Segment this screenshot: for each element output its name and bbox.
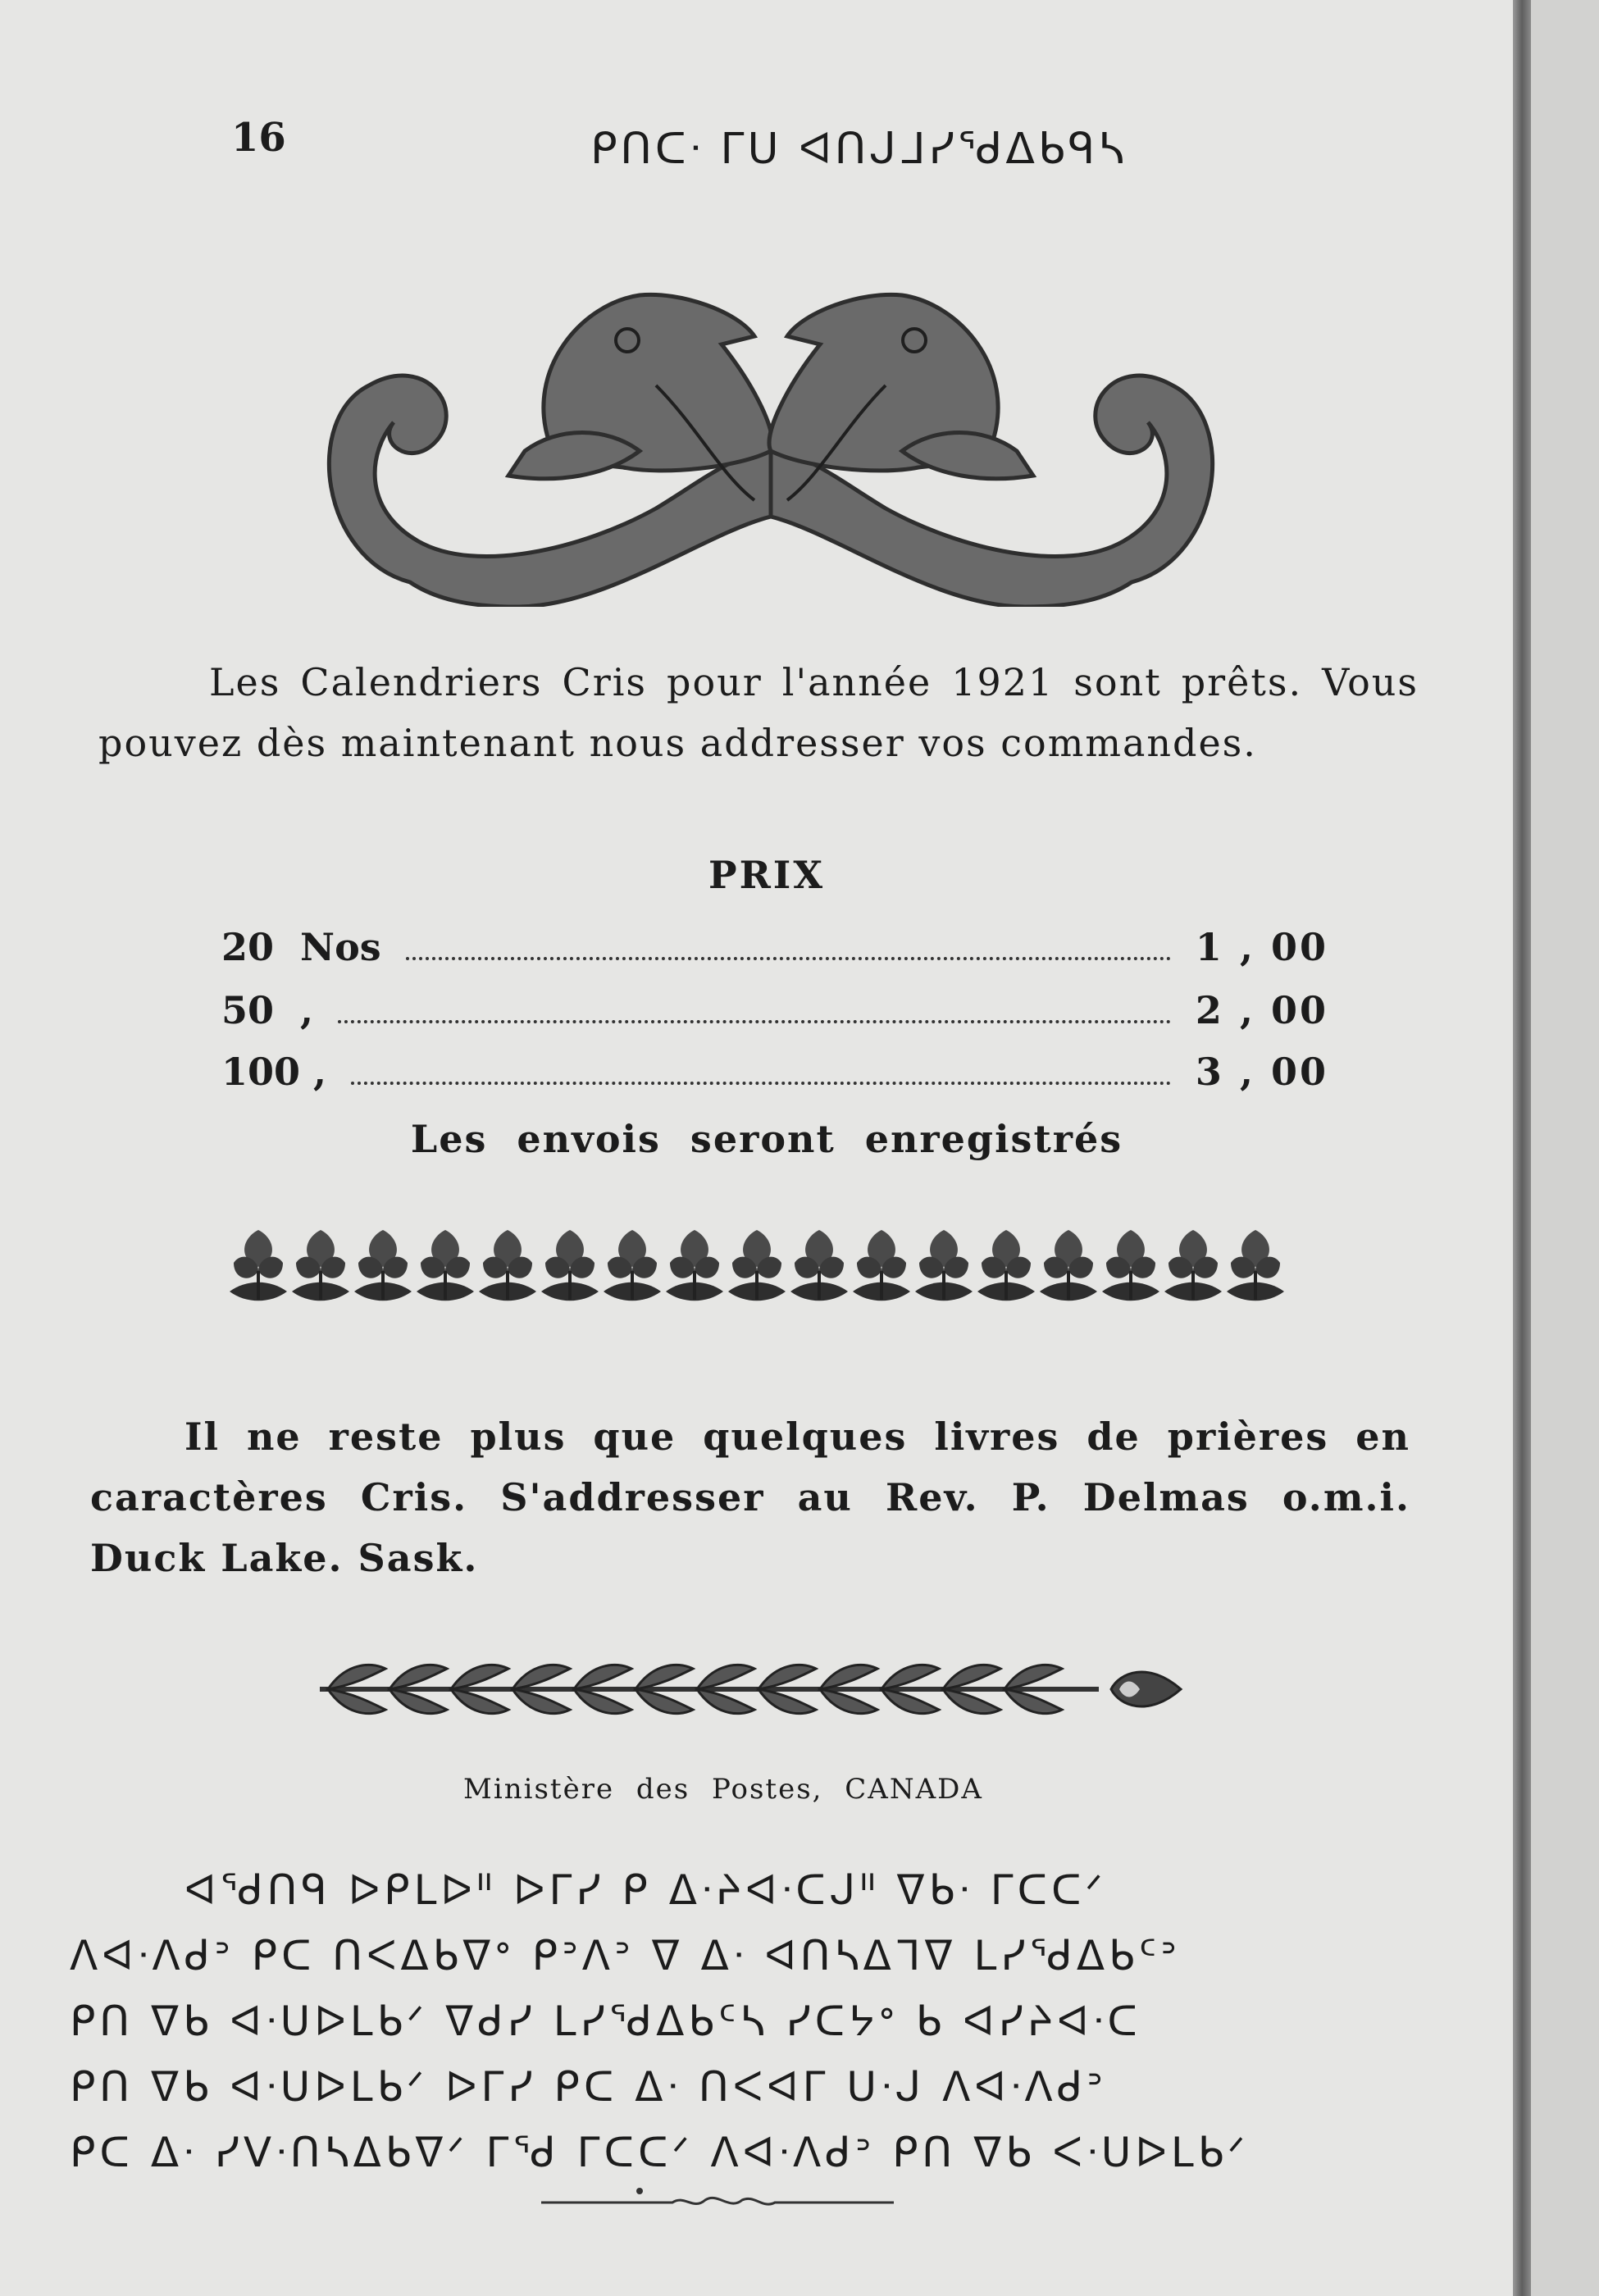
price-title: PRIX: [708, 853, 826, 897]
syllabics-line: ᑭᑎ ᐁᑲ ᐊᐧᑌᐅᒪᑲᐟ ᐅᒥᓯ ᑭᑕ ᐃᐧ ᑎᐸᐊᒥ ᑌᐧᒍ ᐱᐊᐧᐱᑯᐣ: [70, 2063, 1107, 2111]
page-number: 16: [231, 115, 286, 161]
price-amount: 1 , 00: [1195, 925, 1328, 969]
price-quantity: 20 Nos: [221, 925, 381, 969]
ministere-line: Ministère des Postes, CANADA: [463, 1773, 983, 1806]
price-amount: 3 , 00: [1195, 1050, 1328, 1094]
adjacent-page-margin: [1531, 0, 1599, 2296]
leader-dots: [351, 1054, 1171, 1085]
price-row: [221, 988, 1328, 1046]
price-row: [221, 925, 1328, 982]
syllabics-line: ᑭᑕ ᐃᐧ ᓯᐯᐧᑎᓴᐃᑲᐁᐟ ᒥᖁ ᒥᑕᑕᐟ ᐱᐊᐧᐱᑯᐣ ᑭᑎ ᐁᑲ ᐸᐧᑌᐅᒪᑲᐟ: [70, 2129, 1250, 2176]
leader-dots: [338, 992, 1171, 1023]
shipping-note: Les envois seront enregistrés: [410, 1117, 1123, 1161]
running-title: ᑭᑎᑕᐧ ᒥᑌ ᐊᑎᒍᒧᓯᖁᐃᑲᑫᓴ: [590, 125, 1128, 174]
vine-ornament-icon: [312, 1648, 1189, 1730]
price-quantity: 100 ,: [221, 1050, 327, 1094]
price-amount: 2 , 00: [1195, 988, 1328, 1032]
syllabics-line: ᑭᑎ ᐁᑲ ᐊᐧᑌᐅᒪᑲᐟ ᐁᑯᓯ ᒪᓯᖁᐃᑲᑦᓴ ᓯᑕᔭᐤ ᑲ ᐊᓯᔨᐊᐧᑕ: [70, 1998, 1141, 2045]
price-quantity: 50 ,: [221, 988, 314, 1032]
syllabics-line: ᐊᖁᑎᑫ ᐅᑭᒪᐅᐦ ᐅᒥᓯ ᑭ ᐃᐧᔨᐊᐧᑕᒍᐦ ᐁᑲᐧ ᒥᑕᑕᐟ: [184, 1866, 1107, 1914]
calendar-announcement: Les Calendriers Cris pour l'année 1921 sont prêts. Vous pouvez dès maintenant nous addresser vos commandes.: [98, 660, 1419, 765]
prayer-books-notice: Il ne reste plus que quelques livres de prières en caractères Cris. S'addresser au Rev. P. Delmas o.m.i. Duck Lake. Sask.: [90, 1414, 1410, 1580]
bird-ornament-icon: [312, 262, 1230, 607]
closing-rule-icon: [541, 2188, 894, 2212]
price-row: [221, 1050, 1328, 1107]
leader-dots: [406, 929, 1171, 960]
syllabics-line: ᐱᐊᐧᐱᑯᐣ ᑭᑕ ᑎᐸᐃᑲᐁᐤ ᑭᐣᐱᐣ ᐁ ᐃᐧ ᐊᑎᓴᐃᒣᐁ ᒪᓯᖁᐃᑲᑦᐣ: [70, 1932, 1181, 1979]
floral-band-icon: [226, 1222, 1292, 1312]
